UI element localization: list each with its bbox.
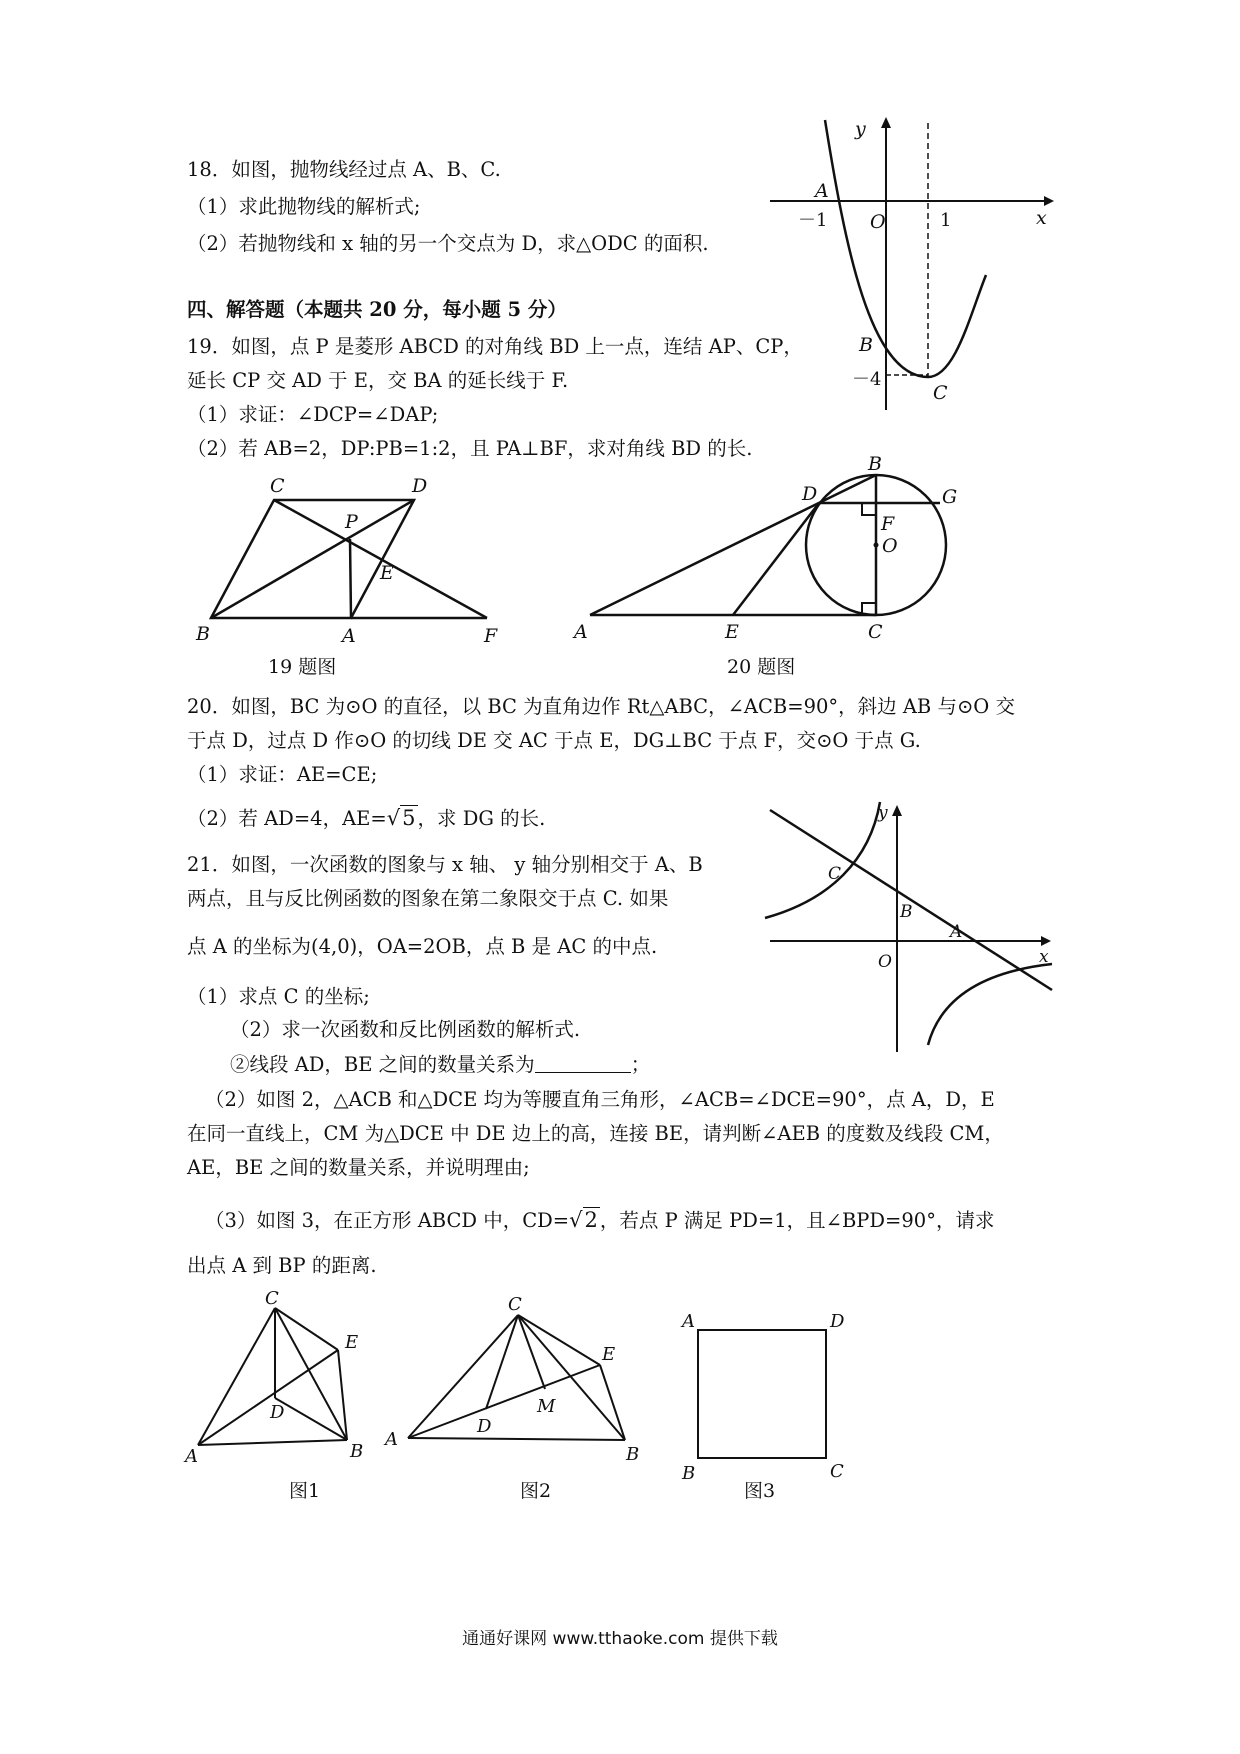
sqrt-5-radicand: 5 <box>402 806 416 830</box>
label-E: E <box>602 1344 616 1365</box>
sqrt-2-radicand: 2 <box>584 1208 598 1232</box>
label-A: A <box>185 1446 198 1467</box>
label-D: D <box>830 1311 845 1332</box>
hyperbola-figure <box>760 800 1060 1060</box>
extra-line-4: AE，BE 之间的数量关系，并说明理由; <box>187 1156 530 1179</box>
segment-CB <box>518 1315 625 1440</box>
q19-stem-2: 延长 CP 交 AD 于 E，交 BA 的延长线于 F. <box>187 369 569 392</box>
label-A: A <box>682 1311 695 1332</box>
label-B: B <box>868 453 882 475</box>
q21-part2: （2）求一次函数和反比例函数的解析式. <box>230 1018 581 1041</box>
fig19-caption: 19 题图 <box>268 656 337 678</box>
fig20-caption: 20 题图 <box>727 656 796 678</box>
label-E: E <box>345 1332 359 1353</box>
q20-part2 <box>187 808 545 829</box>
label-y: y <box>878 803 888 823</box>
q21-line-2: 两点，且与反比例函数的图象在第二象限交于点 C. 如果 <box>187 887 669 910</box>
segment-CD <box>486 1315 518 1409</box>
label-A: A <box>574 621 588 643</box>
label-minus1: －1 <box>798 210 828 231</box>
q21-line-3: 点 A 的坐标为(4,0)，OA=2OB，点 B 是 AC 的中点. <box>187 935 658 958</box>
label-E: E <box>725 621 739 643</box>
extra-line-2: （2）如图 2，△ACB 和△DCE 均为等腰直角三角形，∠ACB=∠DCE=90°，点 A，D，E <box>205 1088 995 1111</box>
segment-CM <box>518 1315 545 1389</box>
answer-blank[interactable] <box>535 1056 631 1073</box>
q20-stem-1: 20．如图，BC 为⊙O 的直径，以 BC 为直角边作 Rt△ABC，∠ACB=90°，斜边 AB 与⊙O 交 <box>187 695 1015 718</box>
label-D: D <box>477 1416 492 1437</box>
label-C: C <box>270 475 285 497</box>
label-A: A <box>950 922 963 942</box>
label-B: B <box>350 1441 364 1462</box>
extra-line-5-a: （3）如图 3，在正方形 ABCD 中，CD= <box>205 1209 570 1232</box>
q20-part2-a: （2）若 AD=4，AE= <box>187 807 387 830</box>
footer-download-note: 通通好课网 www.tthaoke.com 提供下载 <box>462 1629 778 1649</box>
segment-CA <box>198 1308 275 1445</box>
extra-line-1 <box>230 1055 650 1075</box>
q21-line-1: 21．如图，一次函数的图象与 x 轴、 y 轴分别相交于 A、B <box>187 853 703 876</box>
segment-AE <box>198 1350 338 1445</box>
segment-CF <box>274 500 487 618</box>
q18-stem: 18．如图，抛物线经过点 A、B、C. <box>187 158 501 181</box>
parabola-figure <box>770 115 1050 415</box>
label-B: B <box>626 1444 640 1465</box>
label-C: C <box>265 1288 279 1309</box>
label-B: B <box>859 334 873 356</box>
fig1-caption: 图1 <box>289 1480 321 1502</box>
q21-part1: （1）求点 C 的坐标; <box>187 985 370 1008</box>
label-F: F <box>484 625 498 647</box>
label-E: E <box>380 562 394 584</box>
sqrt-5: √5 <box>386 806 416 830</box>
label-B: B <box>682 1463 696 1484</box>
label-O: O <box>878 952 892 972</box>
segment-AB <box>408 1438 625 1440</box>
q19-part2: （2）若 AB=2，DP:PB=1:2，且 PA⊥BF，求对角线 BD 的长. <box>187 437 753 460</box>
segment-AP <box>350 539 351 618</box>
hyperbola-branch-4 <box>928 964 1052 1045</box>
label-D: D <box>270 1402 285 1423</box>
q18-part1: （1）求此抛物线的解析式; <box>187 195 421 218</box>
fig3-caption: 图3 <box>744 1480 776 1502</box>
segment-EB <box>600 1365 625 1440</box>
q19-stem-1: 19．如图，点 P 是菱形 ABCD 的对角线 BD 上一点，连结 AP、CP， <box>187 335 803 358</box>
segment-CE <box>275 1308 338 1350</box>
extra-line-6: 出点 A 到 BP 的距离. <box>187 1254 377 1277</box>
label-C: C <box>830 1461 844 1482</box>
square-ABCD <box>698 1330 826 1458</box>
figure-2 <box>380 1290 650 1470</box>
extra-line-1-b: ； <box>630 1053 651 1076</box>
label-P: P <box>345 511 358 533</box>
segment-CE <box>518 1315 600 1365</box>
segment-CB <box>275 1308 347 1440</box>
label-G: G <box>942 486 958 508</box>
label-C: C <box>868 621 883 643</box>
segment-AB <box>590 475 876 615</box>
circle-figure <box>570 452 960 652</box>
label-y: y <box>855 118 866 140</box>
figure-3-square <box>670 1290 850 1484</box>
label-B: B <box>196 623 210 645</box>
label-B: B <box>900 902 913 922</box>
hyperbola-branch-2 <box>765 802 880 918</box>
q20-part1: （1）求证：AE=CE; <box>187 763 378 786</box>
label-O: O <box>882 535 898 557</box>
label-D: D <box>412 475 428 497</box>
label-1: 1 <box>940 210 952 231</box>
label-x: x <box>1039 947 1049 967</box>
section-heading: 四、解答题（本题共 20 分，每小题 5 分） <box>187 298 567 321</box>
q20-stem-2: 于点 D，过点 D 作⊙O 的切线 DE 交 AC 于点 E，DG⊥BC 于点 F，交⊙O 于点 G. <box>187 729 921 752</box>
label-M: M <box>537 1396 556 1417</box>
segment-AB <box>198 1440 347 1445</box>
label-A: A <box>385 1429 398 1450</box>
extra-line-3: 在同一直线上，CM 为△DCE 中 DE 边上的高，连接 BE，请判断∠AEB 的度数及线段 CM， <box>187 1122 1004 1145</box>
label-C: C <box>828 864 842 884</box>
fig2-caption: 图2 <box>520 1480 552 1502</box>
label-minus4: －4 <box>852 369 882 390</box>
label-x: x <box>1036 207 1047 229</box>
label-A: A <box>342 625 356 647</box>
label-C: C <box>508 1294 522 1315</box>
q18-part2: （2）若抛物线和 x 轴的另一个交点为 D，求△ODC 的面积. <box>187 232 709 255</box>
q20-part2-b: ，求 DG 的长. <box>417 807 546 830</box>
label-C: C <box>933 382 948 404</box>
label-F: F <box>881 513 895 535</box>
segment-AC <box>408 1315 518 1438</box>
sqrt-2: √2 <box>569 1208 598 1232</box>
parabola-curve <box>825 120 986 377</box>
q19-part1: （1）求证：∠DCP=∠DAP; <box>187 403 439 426</box>
label-O: O <box>870 211 886 233</box>
segment-AE <box>408 1365 600 1438</box>
extra-line-5-b: ，若点 P 满足 PD=1，且∠BPD=90°，请求 <box>599 1209 995 1232</box>
label-D: D <box>802 483 818 505</box>
label-A: A <box>815 180 829 202</box>
figure-1 <box>185 1290 365 1470</box>
rhombus-figure <box>190 470 510 660</box>
extra-line-5 <box>205 1210 994 1231</box>
extra-line-1-a: ②线段 AD，BE 之间的数量关系为 <box>230 1053 535 1076</box>
segment-ED <box>733 503 819 615</box>
